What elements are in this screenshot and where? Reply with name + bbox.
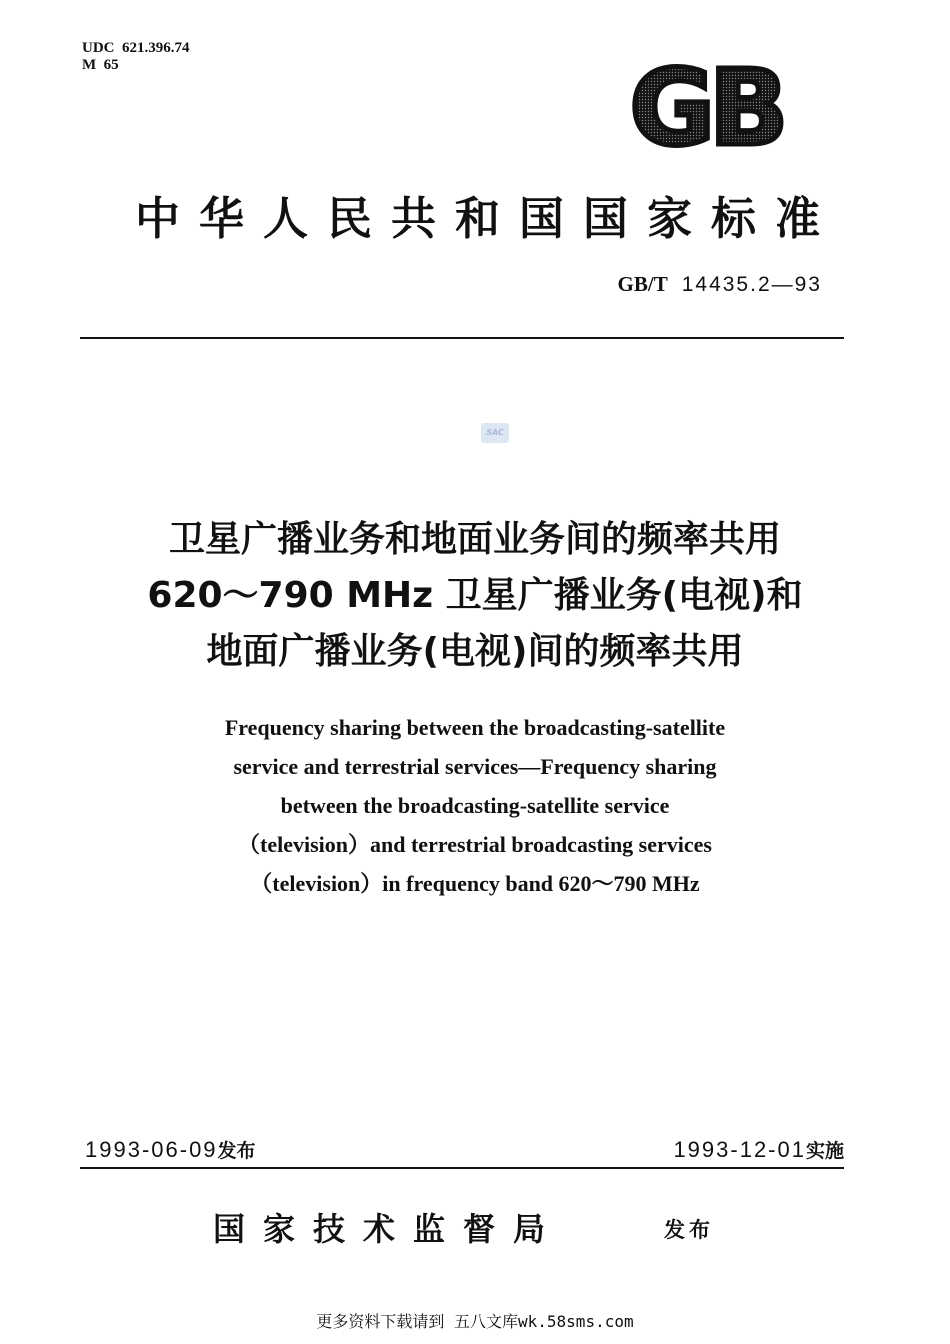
issue-date — [85, 1136, 256, 1163]
implementation-date — [673, 1136, 844, 1163]
chinese-title — [0, 512, 950, 680]
chinese-title-line-2: 620～790 MHz 卫星广播业务(电视)和 — [147, 575, 803, 616]
issue-date-value: 1993-06-09 — [85, 1137, 218, 1162]
m-code: M 65 — [82, 57, 119, 73]
sac-watermark: SAC — [481, 423, 509, 443]
chinese-title-line-3: 地面广播业务(电视)间的频率共用 — [206, 631, 744, 672]
chinese-title-line-1: 卫星广播业务和地面业务间的频率共用 — [168, 519, 781, 560]
footer-download-link[interactable]: 更多资料下载请到 五八文库wk.58sms.com — [316, 1312, 634, 1331]
english-title-line-1: Frequency sharing between the broadcasting-satellite — [224, 715, 726, 740]
gb-logo — [620, 62, 792, 154]
english-title-line-3: between the broadcasting-satellite service — [280, 793, 670, 818]
implementation-date-value: 1993-12-01 — [673, 1137, 806, 1162]
standard-number — [618, 272, 822, 297]
standard-number-value: 14435.2—93 — [681, 273, 822, 296]
publisher-name: 国家技术监督局 — [213, 1210, 564, 1248]
udc-classification — [82, 40, 190, 74]
issue-date-suffix: 发布 — [217, 1140, 256, 1162]
implementation-date-suffix: 实施 — [805, 1140, 844, 1162]
bottom-divider — [80, 1167, 844, 1169]
english-title — [0, 708, 950, 903]
standard-header-title: 中华人民共和国国家标准 — [134, 192, 839, 245]
publisher-action: 发布 — [664, 1218, 714, 1242]
english-title-line-5: （television）in frequency band 620～790 MHz — [250, 871, 700, 896]
standard-number-prefix: GB/T — [617, 272, 668, 296]
english-title-line-2: service and terrestrial services—Frequency sharing — [233, 754, 717, 779]
gb-logo-text: GB — [629, 62, 783, 154]
top-divider — [80, 337, 844, 339]
udc-code: UDC 621.396.74 — [82, 40, 190, 56]
english-title-line-4: （television）and terrestrial broadcasting services — [238, 832, 712, 857]
